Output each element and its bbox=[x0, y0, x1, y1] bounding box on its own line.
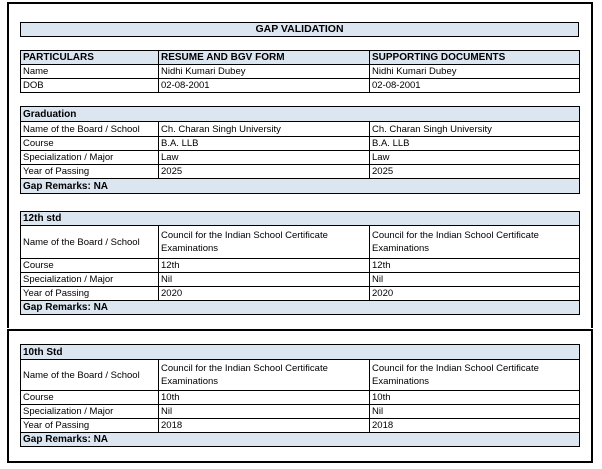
row-docs-value: 02-08-2001 bbox=[370, 79, 580, 93]
row-label: Name of the Board / School bbox=[21, 122, 159, 137]
row-label: Year of Passing bbox=[21, 165, 159, 179]
row-docs-value: Nidhi Kumari Dubey bbox=[370, 65, 580, 79]
row-resume-value: B.A. LLB bbox=[159, 137, 370, 151]
header-resume: RESUME AND BGV FORM bbox=[159, 51, 370, 65]
row-label: Year of Passing bbox=[21, 287, 159, 301]
section-heading: Graduation bbox=[21, 107, 580, 122]
table-row bbox=[21, 165, 580, 179]
personal-table bbox=[20, 50, 580, 93]
gap-remarks-row bbox=[21, 433, 580, 447]
row-label: DOB bbox=[21, 79, 159, 93]
table-row bbox=[21, 419, 580, 433]
table-row bbox=[21, 122, 580, 137]
gap-remarks-row bbox=[21, 179, 580, 194]
gap-remarks: Gap Remarks: NA bbox=[21, 433, 580, 447]
row-label: Course bbox=[21, 391, 159, 405]
row-label: Specialization / Major bbox=[21, 273, 159, 287]
header-row bbox=[21, 51, 580, 65]
row-docs-value: Council for the Indian School Certificate Examinations bbox=[370, 360, 580, 391]
section-heading: 12th std bbox=[21, 212, 580, 226]
section-heading-row bbox=[21, 212, 580, 226]
header-particulars: PARTICULARS bbox=[21, 51, 159, 65]
row-resume-value: 2025 bbox=[159, 165, 370, 179]
table-row bbox=[21, 137, 580, 151]
section-heading-row bbox=[21, 345, 580, 360]
row-docs-value: 2025 bbox=[370, 165, 580, 179]
row-docs-value: 2018 bbox=[370, 419, 580, 433]
graduation-table bbox=[20, 106, 580, 194]
table-row bbox=[21, 79, 580, 93]
row-docs-value: Council for the Indian School Certificate Examinations bbox=[370, 226, 580, 259]
row-resume-value: Nil bbox=[159, 405, 370, 419]
section-heading-row bbox=[21, 107, 580, 122]
table-row bbox=[21, 391, 580, 405]
table-row bbox=[21, 259, 580, 273]
section-heading: 10th Std bbox=[21, 345, 580, 360]
row-resume-value: Nidhi Kumari Dubey bbox=[159, 65, 370, 79]
row-docs-value: Nil bbox=[370, 273, 580, 287]
row-resume-value: Law bbox=[159, 151, 370, 165]
row-label: Specialization / Major bbox=[21, 405, 159, 419]
row-resume-value: Council for the Indian School Certificate Examinations bbox=[159, 226, 370, 259]
row-resume-value: Ch. Charan Singh University bbox=[159, 122, 370, 137]
row-resume-value: 2018 bbox=[159, 419, 370, 433]
row-label: Name of the Board / School bbox=[21, 226, 159, 259]
header-documents: SUPPORTING DOCUMENTS bbox=[370, 51, 580, 65]
row-docs-value: B.A. LLB bbox=[370, 137, 580, 151]
row-label: Course bbox=[21, 259, 159, 273]
row-docs-value: 2020 bbox=[370, 287, 580, 301]
gap-remarks: Gap Remarks: NA bbox=[21, 179, 580, 194]
row-label: Course bbox=[21, 137, 159, 151]
table-row bbox=[21, 226, 580, 259]
row-docs-value: Nil bbox=[370, 405, 580, 419]
row-docs-value: Ch. Charan Singh University bbox=[370, 122, 580, 137]
row-resume-value: 02-08-2001 bbox=[159, 79, 370, 93]
row-resume-value: Nil bbox=[159, 273, 370, 287]
row-resume-value: 10th bbox=[159, 391, 370, 405]
row-label: Name bbox=[21, 65, 159, 79]
row-docs-value: 10th bbox=[370, 391, 580, 405]
table-row bbox=[21, 360, 580, 391]
gap-remarks: Gap Remarks: NA bbox=[21, 301, 580, 315]
row-docs-value: 12th bbox=[370, 259, 580, 273]
tenth-table bbox=[20, 344, 580, 447]
row-docs-value: Law bbox=[370, 151, 580, 165]
table-row bbox=[21, 151, 580, 165]
gap-remarks-row bbox=[21, 301, 580, 315]
row-label: Name of the Board / School bbox=[21, 360, 159, 391]
row-resume-value: 12th bbox=[159, 259, 370, 273]
row-resume-value: 2020 bbox=[159, 287, 370, 301]
twelfth-table bbox=[20, 211, 580, 315]
page-title: GAP VALIDATION bbox=[20, 22, 579, 37]
table-row bbox=[21, 287, 580, 301]
row-resume-value: Council for the Indian School Certificate Examinations bbox=[159, 360, 370, 391]
row-label: Year of Passing bbox=[21, 419, 159, 433]
table-row bbox=[21, 273, 580, 287]
table-row bbox=[21, 65, 580, 79]
table-row bbox=[21, 405, 580, 419]
row-label: Specialization / Major bbox=[21, 151, 159, 165]
